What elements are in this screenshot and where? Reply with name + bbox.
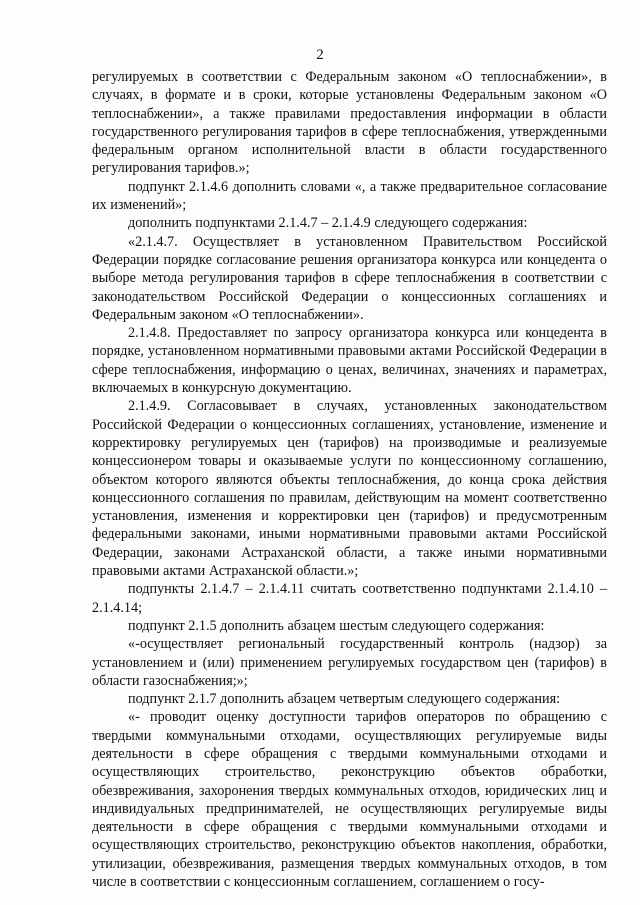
page-number: 2	[316, 47, 324, 63]
paragraph-subpoint-2-1-4-6: подпункт 2.1.4.6 дополнить словами «, а также предварительное согласование их изменений»;	[92, 178, 607, 214]
paragraph-subpoint-2-1-5: подпункт 2.1.5 дополнить абзацем шестым следующего содержания:	[128, 617, 545, 634]
paragraph-2-1-4-8: 2.1.4.8. Предоставляет по запросу организатора конкурса или концедента в порядке, установленном нормативными правовыми актами Российской Федерации в сфере теплоснабжения, информацию о ценах, величинах, значениях и параметрах, включаемых в конкурсную документацию.	[92, 325, 607, 397]
paragraph-renumber: подпункты 2.1.4.7 – 2.1.4.11 считать соответственно подпунктами 2.1.4.10 – 2.1.4.14;	[92, 581, 607, 616]
paragraph-gas-control: «-осуществляет региональный государственный контроль (надзор) за установлением и (или) применением регулируемых государством цен (тарифов) в области газоснабжения;»;	[92, 636, 607, 689]
paragraph-2-1-4-9: 2.1.4.9. Согласовывает в случаях, установленных законодательством Российской Федерации о концессионных соглашениях, установление, изменение и корректировку регулируемых цен (тарифов) на производимые и реализуемые концессионером товары и оказываемые услуги по концессионному соглашению, объектом которого являются объекты теплоснабжения, до конца срока действия концессионного соглашения по правилам, действующим на момент соответственно установления, изменения и корректировки цен (тарифов) и предусмотренным федеральными законами, иными нормативными правовыми актами Российской Федерации, законами Астраханской области, а также иными нормативными правовыми актами Астраханской области.»;	[92, 398, 607, 580]
document-body	[92, 68, 607, 891]
paragraph-subpoint-2-1-7: подпункт 2.1.7 дополнить абзацем четвертым следующего содержания:	[128, 691, 561, 708]
paragraph-waste-tariffs: «- проводит оценку доступности тарифов операторов по обращению с твердыми коммунальными отходами, осуществляющих регулируемые виды деятельности в сфере обращения с твердыми коммунальными отходами и осуществляющих строительство, реконструкцию объектов обработки, обезвреживания, захоронения твердых коммунальных отходов, юридических лиц и индивидуальных предпринимателей, не осуществляющих регулируемые виды деятельности в сфере обращения с твердыми коммунальными отходами и осуществляющих строительство, реконструкцию объектов накопления, обработки, утилизации, обезвреживания, размещения твердых коммунальных отходов, в том числе в соответствии с концессионным соглашением, соглашением о госу-	[92, 709, 607, 891]
paragraph-2-1-4-7: «2.1.4.7. Осуществляет в установленном Правительством Российской Федерации порядке согласование решения организатора конкурса или концедента о выборе метода регулирования тарифов в сфере теплоснабжения в соответствии с законодательством Российской Федерации о концессионных соглашениях и Федеральным законом «О теплоснабжении».	[92, 233, 607, 323]
paragraph-add-subpoints: дополнить подпунктами 2.1.4.7 – 2.1.4.9 следующего содержания:	[128, 215, 528, 232]
paragraph-continuation: регулируемых в соответствии с Федеральным законом «О теплоснабжении», в случаях, в формате и в сроки, которые установлены Федеральным законом «О теплоснабжении», а также правилами предоставления информации в области государственного регулирования тарифов в сфере теплоснабжения, утвержденными федеральным органом исполнительной власти в области государственного регулирования тарифов.»;	[92, 69, 607, 177]
